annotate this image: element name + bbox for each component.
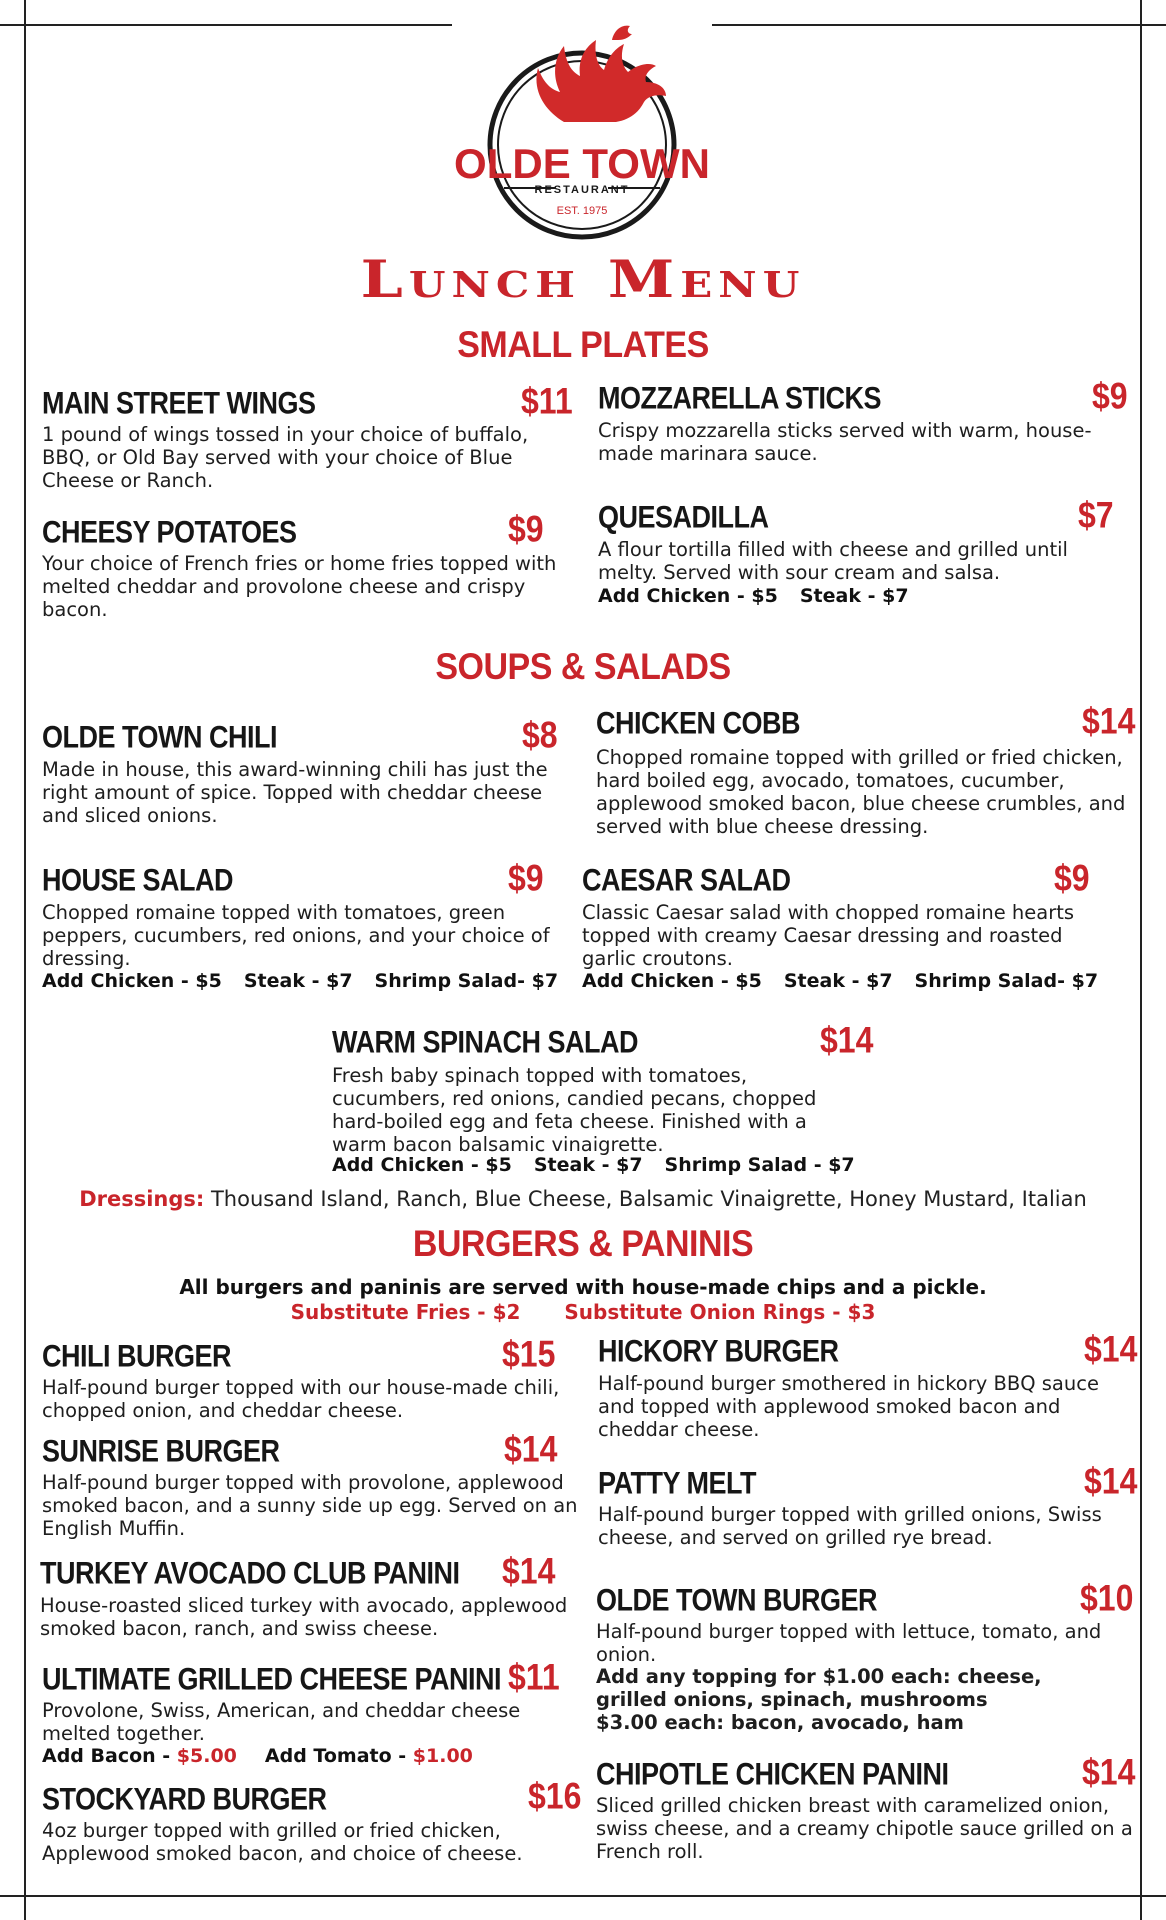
item-title: CAESAR SALAD xyxy=(582,863,791,898)
item-title: MAIN STREET WINGS xyxy=(42,386,316,421)
substitutions: Substitute Fries - $2 Substitute Onion Rings - $3 xyxy=(290,1300,876,1324)
item-description: Chopped romaine topped with tomatoes, green peppers, cucumbers, red onions, and your choice of dressing. xyxy=(42,901,550,970)
item-description: Chopped romaine topped with grilled or fried chicken, hard boiled egg, avocado, tomatoes, cucumber, applewood smoked bacon, blue cheese crumbles, and served with blue cheese dressing. xyxy=(596,746,1126,838)
item-title: HOUSE SALAD xyxy=(42,863,234,898)
menu-title: Lunch Menu xyxy=(360,250,806,310)
item-price: $11 xyxy=(521,380,573,422)
item-title: WARM SPINACH SALAD xyxy=(332,1025,638,1060)
logo-subtitle: RESTAURANT xyxy=(534,184,630,196)
item-description: 1 pound of wings tossed in your choice of buffalo, BBQ, or Old Bay served with your choice of Blue Cheese or Ranch. xyxy=(42,423,529,492)
item-price: $10 xyxy=(1080,1577,1134,1619)
section-soups-salads: SOUPS & SALADS xyxy=(435,646,731,688)
item-price: $14 xyxy=(1082,1751,1136,1793)
item-title: HICKORY BURGER xyxy=(598,1334,839,1369)
item-title: QUESADILLA xyxy=(598,500,769,535)
item-title: CHILI BURGER xyxy=(42,1339,231,1374)
item-title: TURKEY AVOCADO CLUB PANINI xyxy=(40,1556,460,1591)
topping-note-premium: $3.00 each: bacon, avocado, ham xyxy=(596,1711,964,1734)
item-description: 4oz burger topped with grilled or fried chicken, Applewood smoked bacon, and choice of cheese. xyxy=(42,1819,523,1865)
logo-est: EST. 1975 xyxy=(556,205,608,217)
item-price: $14 xyxy=(1084,1460,1138,1502)
item-price: $9 xyxy=(1054,857,1090,899)
rooster-emblem-icon xyxy=(452,10,712,250)
item-description: Half-pound burger topped with our house-made chili, chopped onion, and cheddar cheese. xyxy=(42,1376,560,1422)
frame-top-left xyxy=(0,24,452,26)
item-title: CHIPOTLE CHICKEN PANINI xyxy=(596,1757,949,1792)
dressings-list: Thousand Island, Ranch, Blue Cheese, Balsamic Vinaigrette, Honey Mustard, Italian xyxy=(210,1187,1087,1211)
item-description: Made in house, this award-winning chili has just the right amount of spice. Topped with cheddar cheese and sliced onions. xyxy=(42,758,548,827)
item-price: $9 xyxy=(508,857,544,899)
item-price: $8 xyxy=(522,714,558,756)
item-description: Crispy mozzarella sticks served with warm, house-made marinara sauce. xyxy=(598,419,1092,465)
item-description: A flour tortilla filled with cheese and grilled until melty. Served with sour cream and salsa. xyxy=(598,538,1068,584)
add-ons: Add Chicken - $5 Steak - $7 xyxy=(598,585,909,607)
add-ons: Add Chicken - $5 Steak - $7 Shrimp Salad- $7 xyxy=(42,970,559,992)
item-description: Provolone, Swiss, American, and cheddar cheese melted together. xyxy=(42,1699,521,1745)
dressings-line xyxy=(0,1187,1166,1211)
item-title: MOZZARELLA STICKS xyxy=(598,381,881,416)
item-title: STOCKYARD BURGER xyxy=(42,1782,327,1817)
add-ons: Add Chicken - $5 Steak - $7 Shrimp Salad - $7 xyxy=(332,1154,855,1176)
topping-note: Add any topping for $1.00 each: cheese, grilled onions, spinach, mushrooms xyxy=(596,1665,1042,1711)
item-title: CHICKEN COBB xyxy=(596,706,801,741)
dressings-label: Dressings: xyxy=(79,1187,205,1211)
item-description: Fresh baby spinach topped with tomatoes, cucumbers, red onions, candied pecans, chopped hard-boiled egg and feta cheese. Finished with a warm bacon balsamic vinaigrette. xyxy=(332,1064,817,1156)
item-title: OLDE TOWN CHILI xyxy=(42,720,277,755)
item-title: OLDE TOWN BURGER xyxy=(596,1583,877,1618)
item-price: $15 xyxy=(502,1333,556,1375)
item-title: SUNRISE BURGER xyxy=(42,1434,280,1469)
section-small-plates: SMALL PLATES xyxy=(457,324,709,366)
item-description: Half-pound burger topped with lettuce, tomato, and onion. xyxy=(596,1620,1102,1666)
item-price: $7 xyxy=(1078,494,1114,536)
item-price: $11 xyxy=(508,1656,560,1698)
restaurant-logo xyxy=(452,10,712,250)
item-price: $14 xyxy=(504,1428,558,1470)
item-title: PATTY MELT xyxy=(598,1466,756,1501)
add-ons: Add Chicken - $5 Steak - $7 Shrimp Salad- $7 xyxy=(582,970,1099,992)
item-description: Your choice of French fries or home fries topped with melted cheddar and provolone cheese and crispy bacon. xyxy=(42,552,557,621)
item-price: $14 xyxy=(1082,700,1136,742)
item-description: Half-pound burger topped with grilled onions, Swiss cheese, and served on grilled rye bread. xyxy=(598,1503,1102,1549)
item-price: $14 xyxy=(502,1550,556,1592)
item-price: $16 xyxy=(528,1775,582,1817)
item-description: House-roasted sliced turkey with avocado, applewood smoked bacon, ranch, and swiss cheese. xyxy=(40,1594,568,1640)
item-price: $9 xyxy=(1092,375,1128,417)
item-description: Half-pound burger smothered in hickory BBQ sauce and topped with applewood smoked bacon and cheddar cheese. xyxy=(598,1372,1099,1441)
burger-note: All burgers and paninis are served with house-made chips and a pickle. xyxy=(179,1275,987,1299)
add-ons: Add Bacon - $5.00 Add Tomato - $1.00 xyxy=(42,1745,473,1767)
item-price: $9 xyxy=(508,508,544,550)
item-description: Classic Caesar salad with chopped romaine hearts topped with creamy Caesar dressing and roasted garlic croutons. xyxy=(582,901,1075,970)
item-description: Sliced grilled chicken breast with caramelized onion, swiss cheese, and a creamy chipotle sauce grilled on a French roll. xyxy=(596,1794,1133,1863)
item-title: CHEESY POTATOES xyxy=(42,515,297,550)
item-description: Half-pound burger topped with provolone, applewood smoked bacon, and a sunny side up egg. Served on an English Muffin. xyxy=(42,1471,578,1540)
section-burgers-paninis: BURGERS & PANINIS xyxy=(412,1223,754,1265)
logo-name: OLDE TOWN xyxy=(454,140,710,187)
frame-top-right xyxy=(712,24,1166,26)
item-price: $14 xyxy=(820,1019,874,1061)
frame-bottom xyxy=(0,1895,1166,1897)
item-price: $14 xyxy=(1084,1328,1138,1370)
item-title: ULTIMATE GRILLED CHEESE PANINI xyxy=(42,1662,502,1697)
